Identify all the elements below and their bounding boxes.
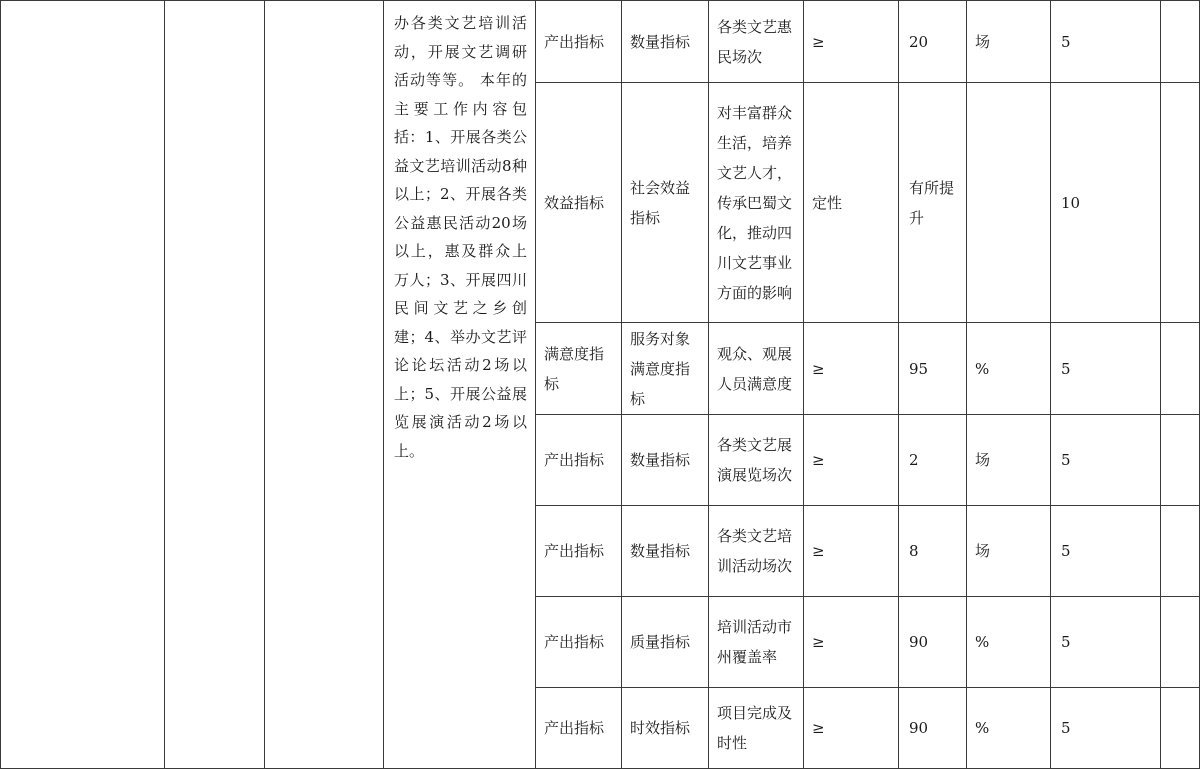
indicator-note xyxy=(1161,688,1200,769)
funding-cell xyxy=(265,1,384,769)
level2-indicator: 数量指标 xyxy=(622,1,709,83)
indicator-score: 5 xyxy=(1051,506,1161,597)
indicator-unit: % xyxy=(967,323,1051,415)
level2-indicator: 数量指标 xyxy=(622,415,709,506)
level3-indicator: 项目完成及时性 xyxy=(709,688,804,769)
indicator-score: 5 xyxy=(1051,323,1161,415)
level2-indicator: 时效指标 xyxy=(622,688,709,769)
indicator-unit: % xyxy=(967,688,1051,769)
indicator-score: 5 xyxy=(1051,415,1161,506)
level3-indicator: 各类文艺展演展览场次 xyxy=(709,415,804,506)
indicator-unit: 场 xyxy=(967,506,1051,597)
indicator-unit: 场 xyxy=(967,1,1051,83)
level1-indicator: 满意度指标 xyxy=(536,323,622,415)
level1-indicator: 产出指标 xyxy=(536,1,622,83)
indicator-unit: 场 xyxy=(967,415,1051,506)
level1-indicator: 效益指标 xyxy=(536,83,622,323)
level1-indicator: 产出指标 xyxy=(536,597,622,688)
level2-indicator: 社会效益指标 xyxy=(622,83,709,323)
level3-indicator: 观众、观展人员满意度 xyxy=(709,323,804,415)
indicator-unit xyxy=(967,83,1051,323)
annual-goal-description: 办各类文艺培训活动，开展文艺调研活动等等。 本年的主要工作内容包括：1、开展各类公益文艺培训活动8种以上；2、开展各类公益惠民活动20场以上，惠及群众上万人；3、开展四川民间文艺之乡创建；4、举办文艺评论论坛活动2场以上；5、开展公益展览展演活动2场以上。 xyxy=(384,1,536,769)
indicator-score: 5 xyxy=(1051,1,1161,83)
indicator-score: 10 xyxy=(1051,83,1161,323)
level3-indicator: 各类文艺培训活动场次 xyxy=(709,506,804,597)
level1-indicator: 产出指标 xyxy=(536,688,622,769)
indicator-value: 8 xyxy=(899,506,967,597)
table-row xyxy=(1,1,1200,83)
indicator-score: 5 xyxy=(1051,597,1161,688)
indicator-operator: ≥ xyxy=(804,597,899,688)
level3-indicator: 各类文艺惠民场次 xyxy=(709,1,804,83)
level2-indicator: 质量指标 xyxy=(622,597,709,688)
indicator-score: 5 xyxy=(1051,688,1161,769)
indicator-value: 2 xyxy=(899,415,967,506)
level2-indicator: 服务对象满意度指标 xyxy=(622,323,709,415)
level1-indicator: 产出指标 xyxy=(536,506,622,597)
indicator-operator: ≥ xyxy=(804,415,899,506)
indicator-operator: ≥ xyxy=(804,506,899,597)
level3-indicator: 培训活动市州覆盖率 xyxy=(709,597,804,688)
indicator-operator: 定性 xyxy=(804,83,899,323)
project-name-cell xyxy=(1,1,165,769)
indicator-value: 95 xyxy=(899,323,967,415)
level1-indicator: 产出指标 xyxy=(536,415,622,506)
department-cell xyxy=(165,1,265,769)
indicator-unit: % xyxy=(967,597,1051,688)
indicator-value: 90 xyxy=(899,597,967,688)
indicator-operator: ≥ xyxy=(804,688,899,769)
indicator-note xyxy=(1161,597,1200,688)
indicator-operator: ≥ xyxy=(804,1,899,83)
indicator-note xyxy=(1161,323,1200,415)
indicator-note xyxy=(1161,83,1200,323)
indicator-value: 有所提升 xyxy=(899,83,967,323)
indicator-value: 20 xyxy=(899,1,967,83)
indicator-operator: ≥ xyxy=(804,323,899,415)
level2-indicator: 数量指标 xyxy=(622,506,709,597)
indicator-value: 90 xyxy=(899,688,967,769)
indicator-note xyxy=(1161,415,1200,506)
level3-indicator: 对丰富群众生活，培养文艺人才，传承巴蜀文化，推动四川文艺事业方面的影响 xyxy=(709,83,804,323)
indicator-note xyxy=(1161,506,1200,597)
indicator-note xyxy=(1161,1,1200,83)
